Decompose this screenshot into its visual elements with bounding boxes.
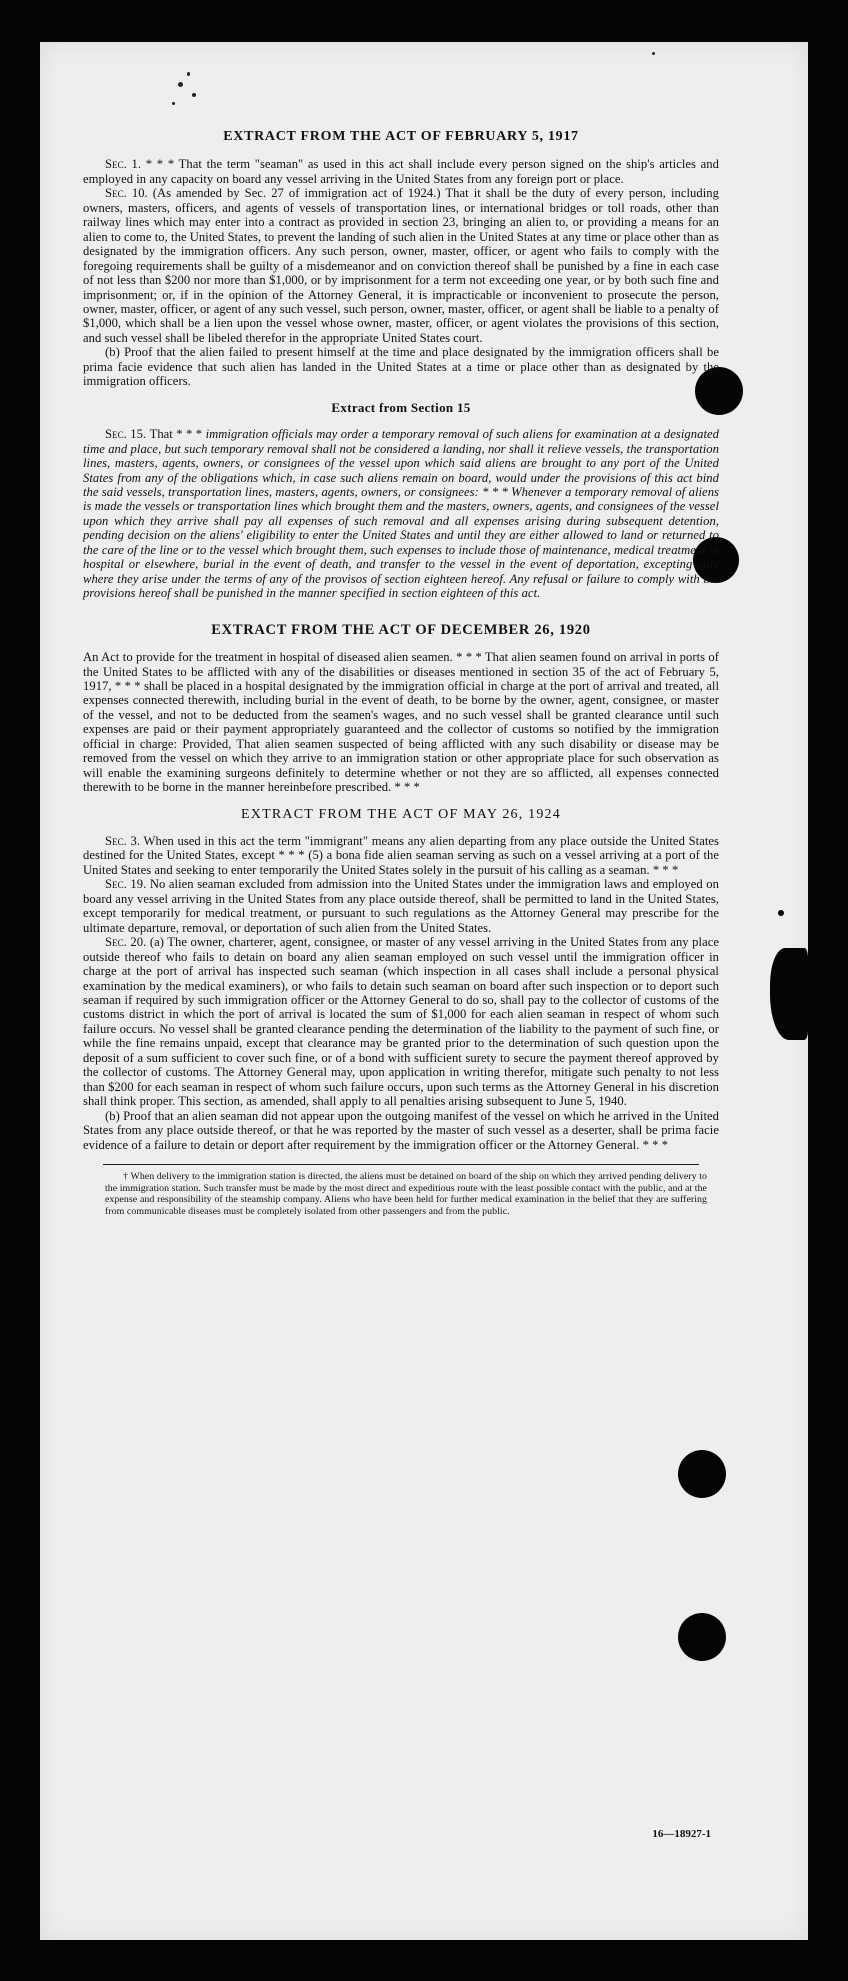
section-3-text: When used in this act the term "immigrant" means any alien departing from any place outside the United States destined for the United States, except * * * (5) a bona fide alien seaman serving as such on a vessel arriving at a port of the United States and seeking to enter temporarily the United States solely in the pursuit of his calling as a seaman. * * * <box>83 834 719 877</box>
ink-speck <box>172 102 175 105</box>
section-15 <box>83 427 719 600</box>
section-1-text: * * * That the term "seaman" as used in this act shall include every person signed on the ship's articles and employed in any capacity on board any vessel arriving in the United States from any foreign port or place. <box>83 157 719 186</box>
footnote: † When delivery to the immigration station is directed, the aliens must be detained on board of the ship on which they arrived pending delivery to the immigration station. Such transfer must be made by the most direct and expeditious route with the least possible contact with the public, and at the expense and responsibility of the steamship company. Aliens who have been held for further medical examination in the belief that they are suffering from communicable diseases must be completely isolated from other passengers and from the public. <box>105 1171 707 1218</box>
section-10-label: Sec. 10. <box>105 186 148 201</box>
paper-edge-tear <box>770 948 808 1040</box>
heading-act-1920: EXTRACT FROM THE ACT OF DECEMBER 26, 1920 <box>211 621 591 638</box>
section-15-label: Sec. 15. <box>105 427 147 442</box>
section-10-text: (As amended by Sec. 27 of immigration act of 1924.) That it shall be the duty of every person, including owners, masters, officers, and agents of vessels of transportation lines, or international bridges or toll roads, other than railway lines which may enter into a contract as provided in section 23, bringing an alien to, or providing a means for an alien to come to, the United States, to prevent the landing of such alien in the United States at any time or place other than as designated by the immigration officers. Any such person, owner, master, officer, or agent who fails to comply with the foregoing requirements shall be guilty of a misdemeanor and on conviction thereof shall be punished by a fine in each case of not less than $200 nor more than $1,000, or by imprisonment for a term not exceeding one year, or by both such fine and imprisonment; or, if in the opinion of the Attorney General, it is impracticable or inconvenient to prosecute the person, owner, master, officer, or agent of any such vessel, such person, owner, master, officer, or agent shall be liable to a penalty of $1,000, which shall be a lien upon the vessel whose owner, master, officer, or agent violates the provisions of this section, and such vessel shall be libeled therefor in the appropriate United States court. <box>83 186 719 345</box>
ink-speck <box>187 72 190 76</box>
section-15-lead: That * * * <box>149 427 203 442</box>
section-19-label: Sec. 19. <box>105 877 147 892</box>
section-1 <box>83 157 719 186</box>
form-number: 16—18927-1 <box>652 1828 711 1840</box>
section-3 <box>83 834 719 877</box>
heading-extract-section-15: Extract from Section 15 <box>331 399 471 415</box>
ink-speck <box>652 52 655 55</box>
punch-hole <box>678 1613 726 1661</box>
section-10 <box>83 186 719 345</box>
section-20-b: (b) Proof that an alien seaman did not appear upon the outgoing manifest of the vessel on which he arrived in the United States from any place outside thereof, or that he was reported by the master of such vessel as a deserter, shall be prima facie evidence of a failure to detain or deport after requirement by the immigration officer or the Attorney General. * * * <box>83 1108 719 1152</box>
paper-edge-tear <box>778 910 784 916</box>
act-1920-text: An Act to provide for the treatment in hospital of diseased alien seamen. * * * That alien seamen found on arrival in ports of the United States to be afflicted with any of the disabilities or diseases mentioned in section 35 of the act of February 5, 1917, * * * shall be placed in a hospital designated by the immigration official in charge at the port of arrival and treated, all expenses connected therewith, including burial in the event of death, to be borne by the owner, agent, consignee, or master of the vessel, and not to be deducted from the seamen's wages, and no such vessel shall be granted clearance until such expenses are paid or their payment appropriately guaranteed and the collector of customs so notified by the immigration official in charge: Provided, That alien seamen suspected of being afflicted with any such disability or disease may be removed from the vessel on which they arrive to an immigration station or other appropriate place for such observation as will enable the examining surgeons definitely to determine whether or not they are so afflicted, all expenses connected therewith to be borne in the manner hereinbefore prescribed. * * * <box>83 650 719 795</box>
heading-act-1924: EXTRACT FROM THE ACT OF MAY 26, 1924 <box>241 806 561 822</box>
section-3-label: Sec. 3. <box>105 834 141 849</box>
section-15-text: immigration officials may order a temporary removal of such aliens for examination at a designated time and place, but such temporary removal shall not be considered a landing, nor shall it relieve vessels, the transportation lines, masters, agents, owners, or consignees of the vessel upon which said aliens are brought to any port of the United States from any of the obligations which, in case such aliens remain on board, would under the provisions of this act bind the said vessels, transportation lines, masters, agents, owners, or consignees: * * * Whenever a temporary removal of aliens is made the vessels or transportation lines which brought them and the masters, owners, agents, and consignees of the vessel upon which they arrive shall pay all expenses of such removal and all expenses arising during subsequent detention, pending decision on the aliens' eligibility to enter the United States and until they are either allowed to land or returned to the care of the line or to the vessel which brought them, such expenses to include those of maintenance, medical treatment in hospital or elsewhere, burial in the event of death, and transfer to the vessel in the event of deportation, excepting only where they arise under the terms of any of the provisos of section eighteen hereof. Any refusal or failure to comply with the provisions hereof shall be punished in the manner specified in section eighteen of this act. <box>83 427 719 601</box>
ink-speck <box>192 93 196 97</box>
section-1-label: Sec. 1. <box>105 157 142 172</box>
section-19-text: No alien seaman excluded from admission into the United States under the immigration laws and employed on board any vessel arriving in the United States from any place outside thereof, shall be permitted to land in the United States, except temporarily for medical treatment, or pursuant to such regulations as the Attorney General may prescribe for the ultimate departure, removal, or deportation of such alien from the United States. <box>83 877 720 935</box>
section-19 <box>83 877 719 935</box>
document-text <box>83 130 719 1218</box>
section-20-text: (a) The owner, charterer, agent, consignee, or master of any vessel arriving in the United States from any place outside thereof who fails to detain on board any alien seaman employed on such vessel until the immigration officer in charge at the port of arrival has inspected such seaman (which inspection in all cases shall include a personal physical examination by the medical examiners), or who fails to detain such seaman on board after such inspection or to deport such seaman if required by such immigration officer or the Attorney General to do so, shall pay to the collector of customs of the customs district in which the port of arrival is located the sum of $1,000 for each alien seaman in respect of whom such failure occurs. No vessel shall be granted clearance pending the determination of the liability to the payment of such fine, or while the fine remains unpaid, except that clearance may be granted prior to the determination of such question upon the deposit of a sum sufficient to cover such fine, or of a bond with sufficient surety to secure the payment thereof approved by the collector of customs. The Attorney General may, upon application in writing therefor, mitigate such penalty to not less than $200 for each seaman in respect of whom such failure occurs, upon such terms as the Attorney General in his discretion shall think proper. This section, as amended, shall apply to all penalties arising subsequent to June 5, 1940. <box>83 935 719 1109</box>
footnote-divider <box>103 1164 699 1165</box>
ink-speck <box>178 82 183 87</box>
section-20 <box>83 935 719 1108</box>
punch-hole <box>678 1450 726 1498</box>
section-10-b: (b) Proof that the alien failed to present himself at the time and place designated by the immigration officers shall be prima facie evidence that such alien has landed in the United States at a time or place other than as designated by the immigration officers. <box>83 345 719 389</box>
heading-act-1917: EXTRACT FROM THE ACT OF FEBRUARY 5, 1917 <box>223 129 579 144</box>
section-20-label: Sec. 20. <box>105 935 147 950</box>
